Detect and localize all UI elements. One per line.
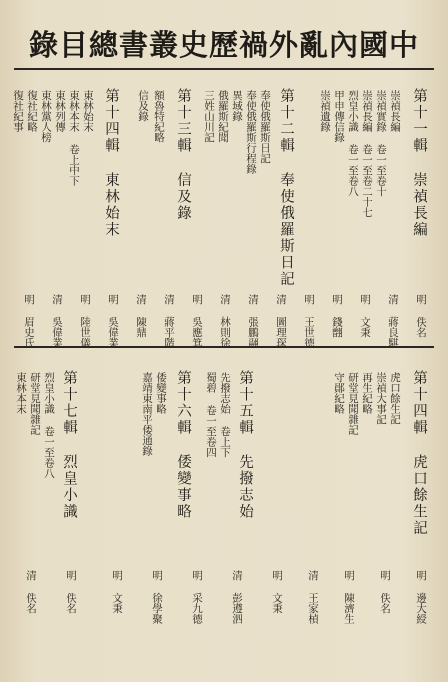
volume-heading: 第十六輯 倭變事略 [175, 370, 191, 520]
book-entry: 崇禎實錄 卷一至卷十 [375, 90, 387, 197]
book-entry: 異域錄 [231, 90, 243, 122]
book-entry: 三姓山川記 [203, 90, 215, 143]
author-name: 明 文秉 [359, 294, 371, 338]
author-name: 清 陳鼎 [135, 294, 147, 338]
book-entry: 復社紀略 [26, 90, 38, 132]
volume-heading: 第十五輯 先撥志始 [237, 370, 253, 520]
author-name: 清 張鵬翮 [247, 294, 259, 348]
book-entry: 先撥志始 卷上下 [219, 372, 231, 458]
book-entry: 虎口餘生記 [389, 372, 401, 425]
author-name: 清 吳偉業 [51, 294, 63, 348]
book-entry: 嘉靖東南平倭通錄 [141, 372, 153, 456]
author-name: 明 眉史氏 [23, 294, 35, 348]
book-entry: 倭變事略 [155, 372, 167, 414]
volume-heading: 第十三輯 信及錄 [175, 88, 191, 222]
author-name: 明 錢䎖 [331, 294, 343, 338]
author-name: 明 吳應箕 [191, 294, 203, 348]
book-entry: 崇禎大事記 [375, 372, 387, 425]
book-entry: 研堂見聞雜記 [347, 372, 359, 435]
book-entry: 烈皇小識 卷一至卷八 [347, 90, 359, 197]
book-entry: 奉使俄羅斯行程錄 [245, 90, 257, 174]
book-entry: 研堂見聞雜記 [29, 372, 41, 435]
author-name: 清 蔣平階 [163, 294, 175, 348]
volume-heading: 第十四輯 東林始末 [103, 88, 119, 238]
author-name: 清 王家楨 [307, 570, 319, 624]
book-entry: 崇禎遺錄 [319, 90, 331, 132]
author-name: 明 佚名 [65, 570, 77, 614]
author-name: 明 采九德 [191, 570, 203, 624]
volume-heading: 第十二輯 奉使俄羅斯日記 [278, 88, 294, 288]
volume-heading: 第十四輯 虎口餘生記 [411, 370, 427, 537]
author-name: 清 林則徐 [219, 294, 231, 348]
book-entry: 東林列傳 [54, 90, 66, 132]
author-name: 明 陳濟生 [343, 570, 355, 624]
author-name: 明 陸世儀 [79, 294, 91, 348]
author-name: 明 文秉 [111, 570, 123, 614]
author-name: 清 彭遵泗 [231, 570, 243, 624]
volume-heading: 第十一輯 崇禎長編 [411, 88, 427, 238]
top-rule [14, 68, 434, 70]
author-name: 清 佚名 [25, 570, 37, 614]
book-entry: 再生紀略 [361, 372, 373, 414]
author-name: 明 邊大綬 [415, 570, 427, 624]
book-entry: 甲申傳信錄 [333, 90, 345, 143]
book-entry: 崇禎長編 卷一至卷二十七 [361, 90, 373, 218]
volume-heading: 第十七輯 烈皇小識 [61, 370, 77, 520]
author-name: 清 圖理琛 [275, 294, 287, 348]
book-entry: 東林始末 [82, 90, 94, 132]
book-entry: 烈皇小識 卷一至卷八 [43, 372, 55, 479]
page-title: 中國內亂外禍歷史叢書總目錄 [29, 27, 420, 62]
book-entry: 東林本末 卷上中下 [68, 90, 80, 186]
book-entry: 蜀碧 卷一至卷四 [205, 372, 217, 458]
author-name: 明 佚名 [379, 570, 391, 614]
author-name: 明 佚名 [415, 294, 427, 338]
author-name: 明 吳偉業 [107, 294, 119, 348]
author-name: 明 王世德 [303, 294, 315, 348]
book-entry: 東林本末 [15, 372, 27, 414]
book-entry: 崇禎長編 [389, 90, 401, 132]
book-entry: 守鄖紀略 [333, 372, 345, 414]
author-name: 明 文秉 [271, 570, 283, 614]
book-entry: 奉使俄羅斯日記 [259, 90, 271, 164]
author-name: 清 蔣良騏 [387, 294, 399, 348]
book-entry: 復社紀事 [12, 90, 24, 132]
book-entry: 額魯特紀略 [153, 90, 165, 143]
book-entry: 信及錄 [137, 90, 149, 122]
author-name: 明 徐學聚 [151, 570, 163, 624]
book-entry: 俄羅斯紀聞 [217, 90, 229, 143]
book-entry: 東林黨人榜 [40, 90, 52, 143]
